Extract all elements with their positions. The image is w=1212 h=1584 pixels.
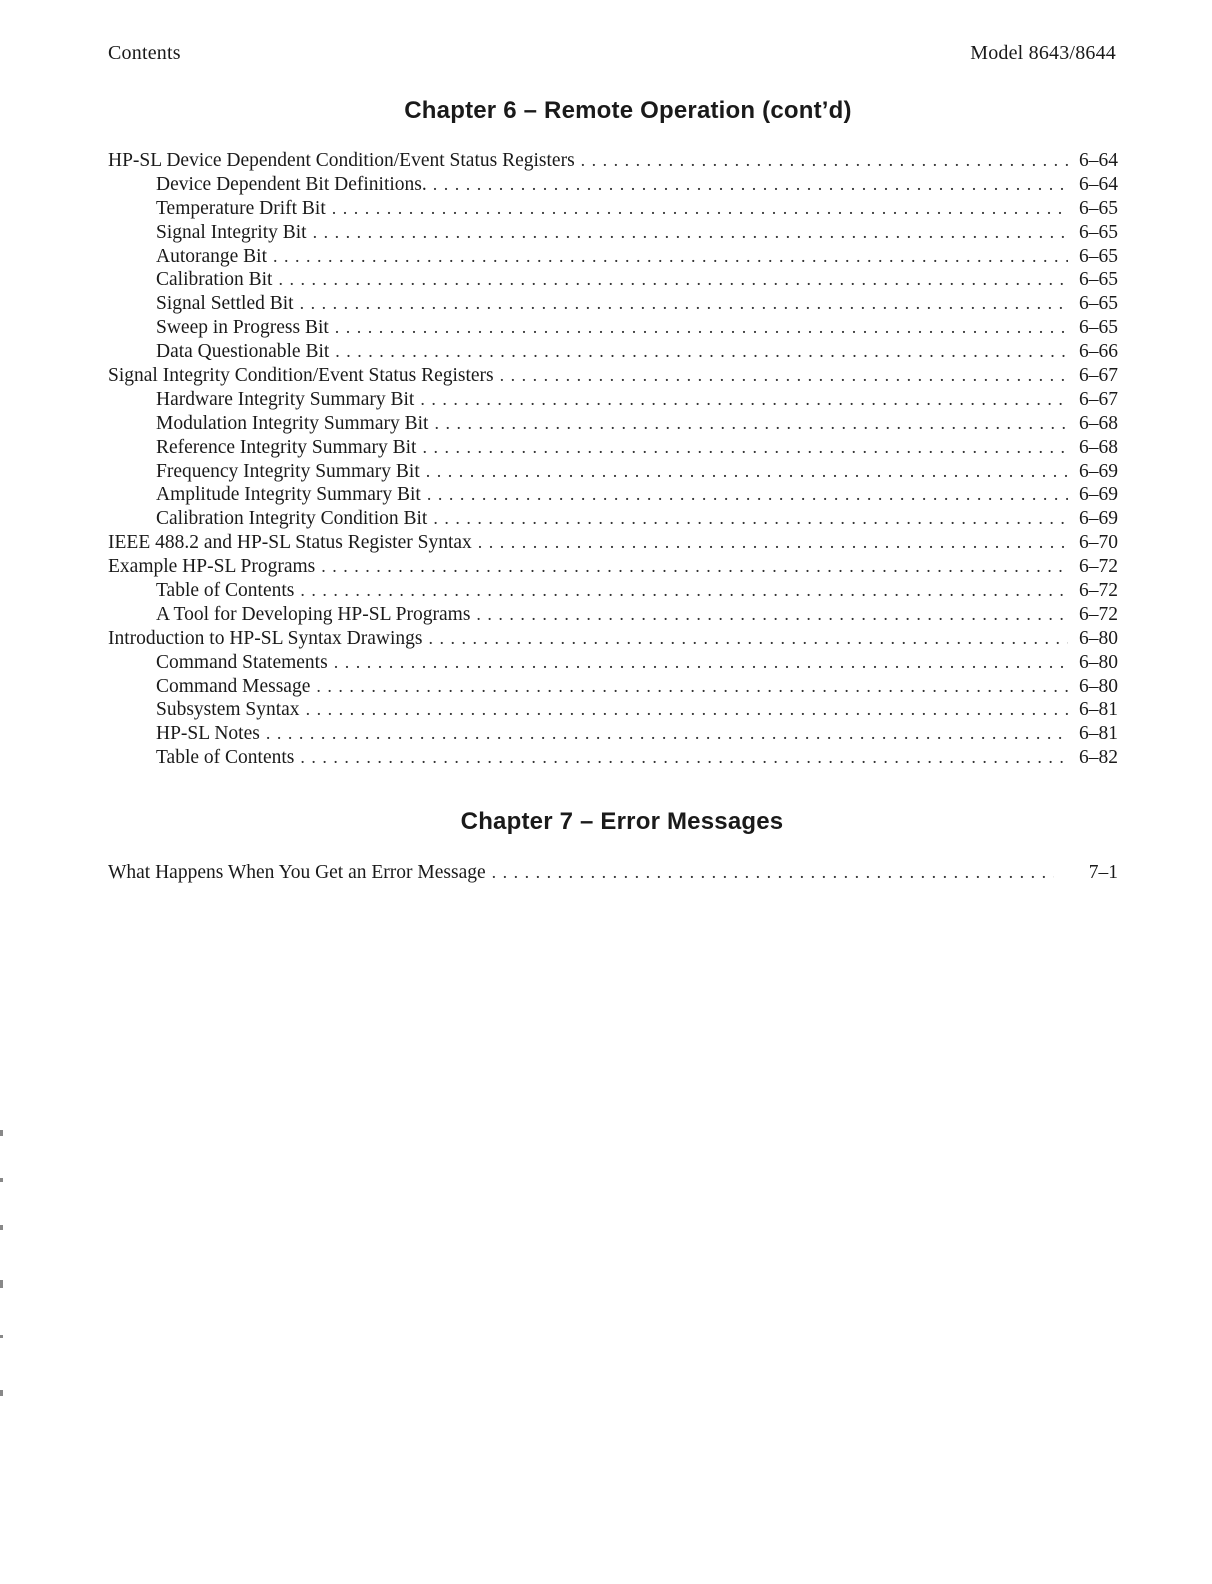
- toc-entry-page: 6–65: [1079, 197, 1118, 219]
- dot-leader: [581, 149, 1068, 173]
- toc-entry-page: 7–1: [1088, 862, 1118, 883]
- toc-entry-title: Table of Contents: [156, 580, 295, 602]
- toc-entry-title: Command Statements: [156, 651, 328, 673]
- dot-leader: [426, 460, 1068, 484]
- running-head-section: Contents: [108, 42, 181, 64]
- toc-entry[interactable]: [108, 364, 1118, 388]
- toc-entry-title: Subsystem Syntax: [156, 699, 300, 721]
- chapter-6-toc: [108, 149, 1118, 770]
- toc-entry[interactable]: [108, 483, 1118, 507]
- toc-entry-page: 6–72: [1079, 603, 1118, 625]
- toc-entry-title: Autorange Bit: [156, 245, 268, 267]
- toc-entry-title: HP-SL Device Dependent Condition/Event Status Registers: [108, 150, 575, 171]
- toc-entry[interactable]: [108, 627, 1118, 651]
- toc-entry-page: 6–70: [1079, 532, 1118, 554]
- toc-entry-title: Modulation Integrity Summary Bit: [156, 412, 429, 434]
- toc-entry[interactable]: [108, 221, 1118, 245]
- toc-entry-page: 6–81: [1079, 699, 1118, 721]
- dot-leader: [316, 675, 1068, 699]
- toc-entry[interactable]: [108, 173, 1118, 197]
- toc-entry[interactable]: [108, 340, 1118, 364]
- dot-leader: [300, 292, 1068, 316]
- dot-leader: [278, 268, 1068, 292]
- dot-leader: [306, 698, 1068, 722]
- toc-entry-title: Example HP-SL Programs: [108, 556, 316, 578]
- toc-entry-page: 6–67: [1079, 365, 1118, 387]
- toc-entry[interactable]: [108, 268, 1118, 292]
- toc-entry-page: 6–68: [1079, 436, 1118, 458]
- dot-leader: [300, 579, 1068, 603]
- toc-entry-title: Device Dependent Bit Definitions.: [156, 173, 427, 195]
- toc-entry-title: Hardware Integrity Summary Bit: [156, 388, 415, 410]
- toc-entry-page: 6–80: [1079, 651, 1118, 673]
- toc-entry-title: Temperature Drift Bit: [156, 197, 326, 219]
- toc-entry-title: What Happens When You Get an Error Message: [108, 862, 486, 883]
- toc-entry[interactable]: [108, 698, 1118, 722]
- toc-entry[interactable]: [108, 555, 1118, 579]
- dot-leader: [478, 531, 1068, 555]
- toc-entry-page: 6–65: [1079, 221, 1118, 243]
- toc-entry[interactable]: [108, 245, 1118, 269]
- toc-entry[interactable]: [108, 675, 1118, 699]
- chapter-7-toc: [108, 861, 1118, 885]
- toc-entry-title: Command Message: [156, 675, 311, 697]
- dot-leader: [321, 555, 1068, 579]
- toc-entry-page: 6–65: [1079, 269, 1118, 291]
- toc-entry[interactable]: [108, 579, 1118, 603]
- toc-entry-title: Signal Integrity Bit: [156, 221, 307, 243]
- toc-entry-page: 6–65: [1079, 245, 1118, 267]
- toc-entry[interactable]: [108, 651, 1118, 675]
- toc-entry-page: 6–64: [1079, 173, 1118, 195]
- toc-entry-page: 6–68: [1079, 412, 1118, 434]
- dot-leader: [433, 507, 1068, 531]
- toc-entry-page: 6–69: [1079, 484, 1118, 506]
- dot-leader: [422, 436, 1068, 460]
- toc-entry-page: 6–72: [1079, 580, 1118, 602]
- dot-leader: [476, 603, 1068, 627]
- toc-entry[interactable]: [108, 436, 1118, 460]
- running-head-model: Model 8643/8644: [970, 42, 1116, 64]
- toc-entry-title: Introduction to HP-SL Syntax Drawings: [108, 627, 423, 649]
- toc-entry[interactable]: [108, 460, 1118, 484]
- toc-entry-title: Data Questionable Bit: [156, 341, 330, 363]
- dot-leader: [313, 221, 1068, 245]
- dot-leader: [420, 388, 1068, 412]
- dot-leader: [492, 861, 1054, 885]
- toc-entry-title: Amplitude Integrity Summary Bit: [156, 484, 421, 506]
- toc-entry[interactable]: [108, 507, 1118, 531]
- dot-leader: [433, 173, 1068, 197]
- dot-leader: [273, 245, 1068, 269]
- toc-entry-page: 6–81: [1079, 723, 1118, 745]
- toc-entry-title: Signal Settled Bit: [156, 293, 294, 315]
- toc-entry-title: Signal Integrity Condition/Event Status Registers: [108, 365, 494, 387]
- chapter-7-heading: Chapter 7 – Error Messages: [460, 808, 784, 835]
- dot-leader: [332, 197, 1068, 221]
- toc-entry-title: Calibration Bit: [156, 269, 273, 291]
- dot-leader: [335, 316, 1068, 340]
- toc-entry-title: IEEE 488.2 and HP-SL Status Register Syntax: [108, 532, 472, 554]
- dot-leader: [335, 340, 1068, 364]
- dot-leader: [434, 412, 1068, 436]
- toc-entry[interactable]: [108, 603, 1118, 627]
- toc-entry-page: 6–80: [1079, 627, 1118, 649]
- toc-entry-page: 6–65: [1079, 293, 1118, 315]
- toc-entry-page: 6–80: [1079, 675, 1118, 697]
- toc-entry-page: 6–69: [1079, 508, 1118, 530]
- toc-entry[interactable]: [108, 388, 1118, 412]
- chapter-6-heading: Chapter 6 – Remote Operation (cont’d): [404, 97, 852, 124]
- toc-entry-title: Table of Contents: [156, 747, 295, 769]
- toc-entry-page: 6–66: [1079, 341, 1118, 363]
- toc-entry[interactable]: [108, 861, 1118, 885]
- toc-entry[interactable]: [108, 197, 1118, 221]
- toc-entry[interactable]: [108, 292, 1118, 316]
- toc-entry[interactable]: [108, 412, 1118, 436]
- toc-entry[interactable]: [108, 722, 1118, 746]
- toc-entry[interactable]: [108, 746, 1118, 770]
- toc-entry-page: 6–72: [1079, 556, 1118, 578]
- dot-leader: [300, 746, 1068, 770]
- toc-entry-title: Sweep in Progress Bit: [156, 317, 329, 339]
- toc-entry-page: 6–82: [1079, 747, 1118, 769]
- toc-entry-page: 6–64: [1079, 150, 1118, 171]
- toc-entry[interactable]: [108, 316, 1118, 340]
- dot-leader: [427, 483, 1068, 507]
- toc-entry-title: Calibration Integrity Condition Bit: [156, 508, 428, 530]
- dot-leader: [334, 651, 1068, 675]
- dot-leader: [429, 627, 1068, 651]
- toc-entry-page: 6–67: [1079, 388, 1118, 410]
- toc-entry[interactable]: [108, 149, 1118, 173]
- toc-entry-page: 6–65: [1079, 317, 1118, 339]
- toc-entry-title: Reference Integrity Summary Bit: [156, 436, 417, 458]
- toc-entry[interactable]: [108, 531, 1118, 555]
- toc-entry-title: A Tool for Developing HP-SL Programs: [156, 603, 471, 625]
- dot-leader: [500, 364, 1068, 388]
- toc-entry-title: Frequency Integrity Summary Bit: [156, 460, 420, 482]
- toc-entry-page: 6–69: [1079, 460, 1118, 482]
- scan-edge-marks: [0, 1130, 4, 1430]
- dot-leader: [266, 722, 1068, 746]
- toc-entry-title: HP-SL Notes: [156, 723, 260, 745]
